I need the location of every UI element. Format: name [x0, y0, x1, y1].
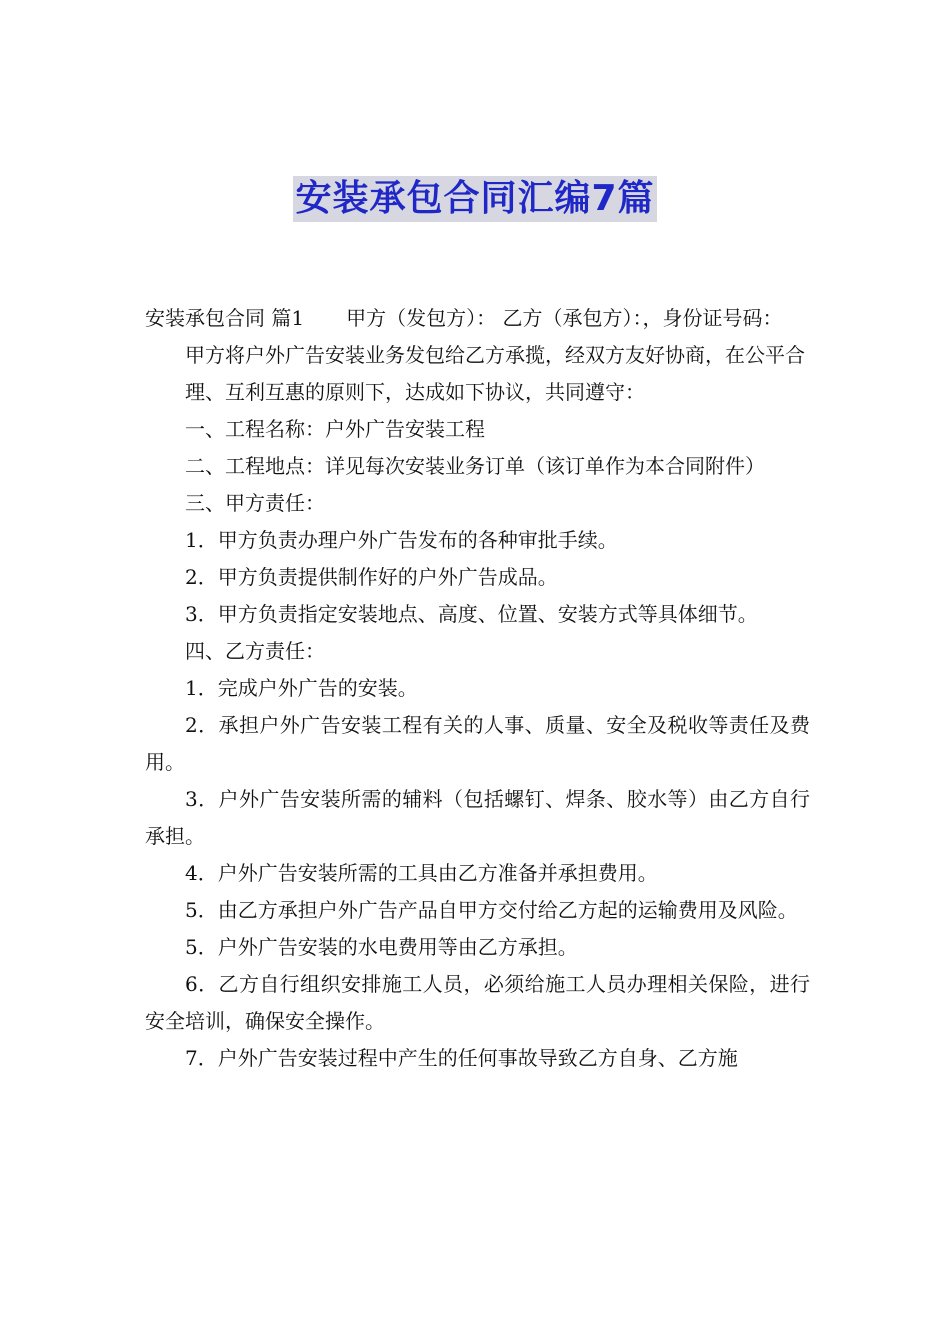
paragraph: 理、互利互惠的原则下，达成如下协议，共同遵守： — [185, 380, 645, 404]
paragraph: 3．户外广告安装所需的辅料（包括螺钉、焊条、胶水等）由乙方自行承担。 — [145, 787, 810, 848]
paragraph: 三、甲方责任： — [185, 491, 325, 515]
contract-heading-label: 安装承包合同 篇1 — [145, 306, 305, 330]
paragraph: 四、乙方责任： — [185, 639, 325, 663]
paragraph: 7．户外广告安装过程中产生的任何事故导致乙方自身、乙方施 — [185, 1046, 738, 1070]
paragraph: 2．甲方负责提供制作好的户外广告成品。 — [185, 565, 558, 589]
paragraph: 5．户外广告安装的水电费用等由乙方承担。 — [185, 935, 578, 959]
paragraph: 2．承担户外广告安装工程有关的人事、质量、安全及税收等责任及费用。 — [145, 713, 810, 774]
paragraph: 4．户外广告安装所需的工具由乙方准备并承担费用。 — [185, 861, 658, 885]
paragraph: 6．乙方自行组织安排施工人员，必须给施工人员办理相关保险，进行安全培训，确保安全操作。 — [145, 972, 810, 1033]
contract-parties: 甲方（发包方）： 乙方（承包方）：，身份证号码： — [346, 306, 783, 330]
paragraph: 一、工程名称：户外广告安装工程 — [185, 417, 485, 441]
paragraph: 1．甲方负责办理户外广告发布的各种审批手续。 — [185, 528, 618, 552]
paragraph: 二、工程地点：详见每次安装业务订单（该订单作为本合同附件） — [185, 454, 765, 478]
paragraph-heading — [145, 300, 810, 337]
paragraph: 5．由乙方承担户外广告产品自甲方交付给乙方起的运输费用及风险。 — [185, 898, 798, 922]
document-body — [145, 300, 810, 1077]
paragraph: 3．甲方负责指定安装地点、高度、位置、安装方式等具体细节。 — [185, 602, 758, 626]
document-title: 安装承包合同汇编7篇 — [293, 176, 656, 222]
paragraph: 甲方将户外广告安装业务发包给乙方承揽，经双方友好协商，在公平合 — [185, 343, 805, 367]
paragraph: 1．完成户外广告的安装。 — [185, 676, 418, 700]
title-container — [0, 176, 950, 222]
